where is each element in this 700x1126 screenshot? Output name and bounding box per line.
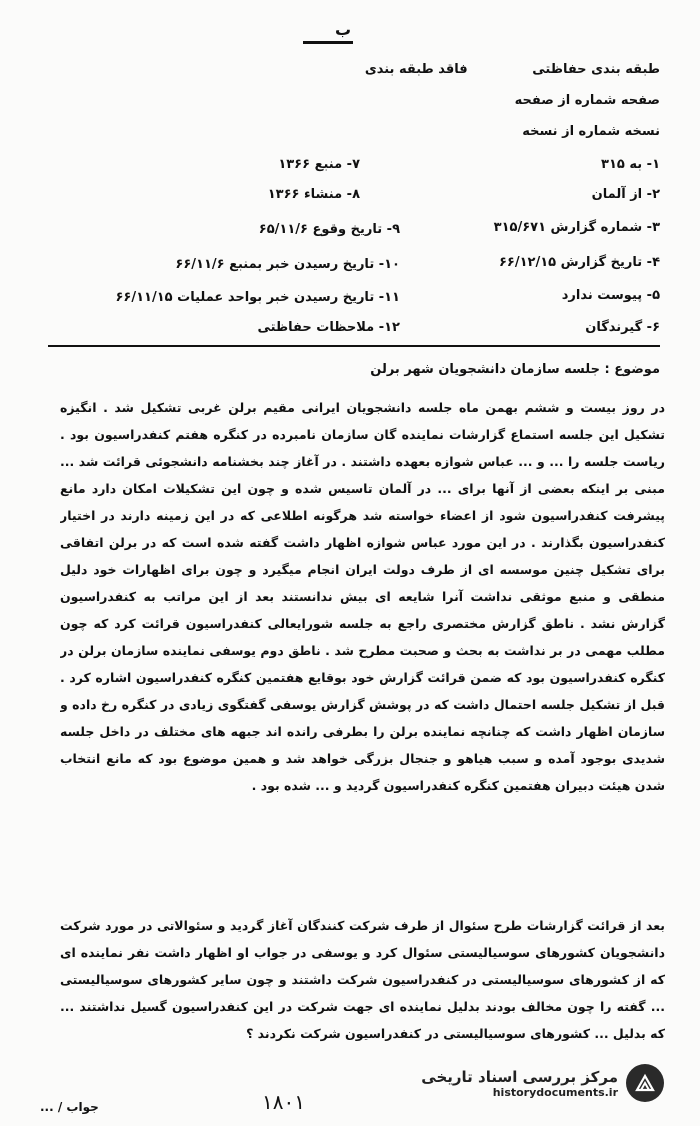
classification-value: فاقد طبقه بندی: [364, 62, 468, 77]
field-security-notes: ۱۲- ملاحظات حفاظتی: [257, 320, 400, 335]
footer-reference: جواب / ...: [40, 1100, 99, 1114]
field-from: ۲- از آلمان: [591, 187, 660, 202]
stamp-number: ۱۸۰۱: [262, 1090, 305, 1114]
field-source: ۷- منبع ۱۳۶۶: [278, 157, 360, 172]
watermark-url: historydocuments.ir: [492, 1085, 618, 1099]
header-dash: [303, 41, 353, 44]
field-recipients: ۶- گیرندگان: [585, 320, 660, 335]
watermark-title: مرکز بررسی اسناد تاریخی: [421, 1067, 618, 1086]
field-received-ops-date: ۱۱- تاریخ رسیدن خبر بواحد عملیات ۶۶/۱۱/۱۵: [115, 290, 400, 305]
page-number-line: صفحه شماره از صفحه: [514, 93, 660, 108]
field-report-number: ۳- شماره گزارش ۳۱۵/۶۷۱: [493, 220, 660, 235]
archive-logo-icon: [626, 1064, 664, 1102]
field-origin: ۸- منشاء ۱۳۶۶: [267, 187, 360, 202]
body-paragraph-2: بعد از قرائت گزارشات طرح سئوال از طرف شرکت کنندگان آغاز گردید و سئوالاتی در مورد شرکت دانشجویان کشورهای سوسیالیستی سئوال کرد و یوسفی در جواب او اظهار داشت نفر نماینده ای که از کشورهای سوسیالیستی در کنفدراسیون شرکت داشتند و چون سایر کشورهای سوسیالیستی ... گفته را چون مخالف بودند بدلیل نماینده ای جهت شرکت در این کنفدراسیون گسیل نداشتند ... که بدلیل ... کشورهای سوسیالیستی در کنفدراسیون شرکت نکردند ؟: [60, 918, 665, 1041]
classification-line: [365, 62, 660, 77]
field-to: ۱- به ۳۱۵: [601, 157, 660, 172]
field-report-date: ۴- تاریخ گزارش ۶۶/۱۲/۱۵: [498, 255, 660, 270]
field-received-source-date: ۱۰- تاریخ رسیدن خبر بمنبع ۶۶/۱۱/۶: [175, 257, 400, 272]
watermark: [421, 1064, 664, 1102]
field-event-date: ۹- تاریخ وقوع ۶۵/۱۱/۶: [258, 222, 400, 237]
copy-number-line: نسخه شماره از نسخه: [522, 124, 660, 139]
header-divider: [48, 345, 660, 347]
watermark-text: [421, 1068, 618, 1099]
header-mark: ب: [335, 20, 352, 39]
classification-label: طبقه بندی حفاظتی: [532, 62, 660, 77]
body-paragraph-1: در روز بیست و ششم بهمن ماه جلسه دانشجویان ایرانی مقیم برلن غربی تشکیل شد . انگیزه تشکیل این جلسه استماع گزارشات نماینده گان سازمان نامبرده در کنگره هفتم کنفدراسیون بود . ریاست جلسه را ... و ... عباس شوازه بعهده داشتند . در آغاز چند بخشنامه دانشجوئی قرائت شد ... مبنی بر اینکه بعضی از آنها برای ... در آلمان تاسیس شده و چون این تشکیلات امکان دارد مانع پیشرفت کنفدراسیون شود از اعضاء خواسته شد هرگونه اطلاعی که در این زمینه دارند در اختیار کنفدراسیون بگذارند . در این مورد عباس شوازه اظهار داشت گفته شده است که در برلن اتفاقی برای تشکیل چنین موسسه ای از طرف دولت ایران انجام میگیرد و چون برای اظهارات خود دلیل منطقی و منبع موثقی نداشت آنرا شایعه ای بیش ندانستند بعد از این مراتب به کنفدراسیون گزارش نشد . ناطق گزارش مختصری راجع به جلسه شورایعالی کنفدراسیون قرائت کرد که چون مطلب مهمی در بر نداشت به بحث و صحبت مطرح شد . ناطق دوم یوسفی نماینده سازمان برلن در کنگره کنفدراسیون بود که ضمن قرائت گزارش خود بوقایع هفتمین کنگره کنفدراسیون اشاره کرد . قبل از تشکیل جلسه احتمال داشت که در پوشش گزارش یوسفی گفتگوی زیادی در کنگره رخ داده و سازمان اظهار داشت که چنانچه نماینده برلن را بطرفی رانده اند جبهه های مختلف در داخل جلسه شدیدی بوجود آمده و سبب هیاهو و جنجال بزرگی خواهد شد و همین موضوع بود که مانع انتخاب شدن هیئت دبیران هفتمین کنگره کنفدراسیون گردید و ... شده بود .: [60, 400, 665, 793]
field-attachment: ۵- پیوست ندارد: [561, 288, 660, 303]
subject-line: موضوع : جلسه سازمان دانشجویان شهر برلن: [370, 362, 660, 377]
